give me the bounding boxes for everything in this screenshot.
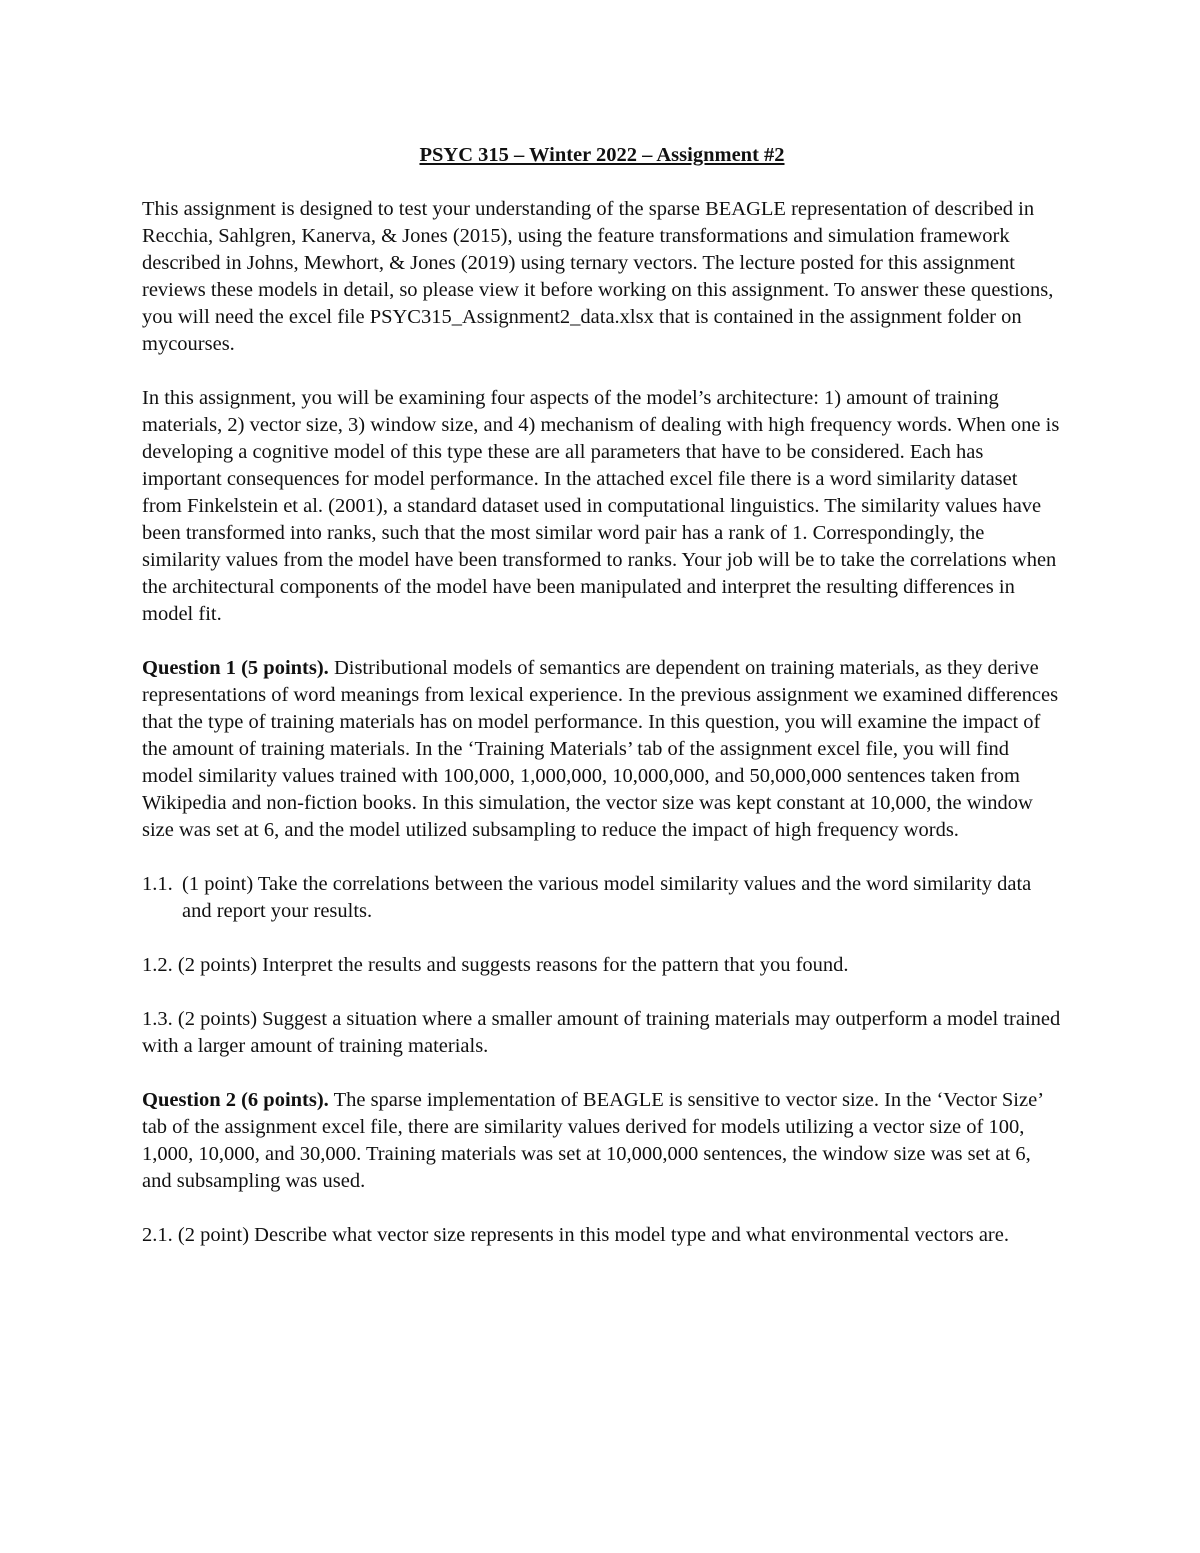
question-1-1-text: (1 point) Take the correlations between the various model similarity values and the word similarity data and report your results. (182, 873, 1032, 922)
question-1-paragraph (142, 655, 1062, 844)
question-1-3-item (142, 1006, 1062, 1060)
document-title: PSYC 315 – Winter 2022 – Assignment #2 (419, 144, 785, 166)
question-1-2-text: (2 points) Interpret the results and suggests reasons for the pattern that you found. (177, 954, 849, 976)
question-1-body: Distributional models of semantics are dependent on training materials, as they derive representations of word meanings from lexical experience. In the previous assignment we examined differences that the type of training materials has on model performance. In this question, you will examine the impact of the amount of training materials. In the ‘Training Materials’ tab of the assignment excel file, you will find model similarity values trained with 100,000, 1,000,000, 10,000,000, and 50,000,000 sentences taken from Wikipedia and non-fiction books. In this simulation, the vector size was kept constant at 10,000, the window size was set at 6, and the model utilized subsampling to reduce the impact of high frequency words. (142, 657, 1059, 841)
document-body (142, 142, 1062, 1276)
question-2-1-number: 2.1. (142, 1224, 173, 1246)
question-2-body: The sparse implementation of BEAGLE is sensitive to vector size. In the ‘Vector Size’ tab of the assignment excel file, there are similarity values derived for models utilizing a vector size of 100, 1,000, 10,000, and 30,000. Training materials was set at 10,000,000 sentences, the window size was set at 6, and subsampling was used. (142, 1089, 1043, 1192)
intro-paragraph: This assignment is designed to test your understanding of the sparse BEAGLE representation of described in Recchia, Sahlgren, Kanerva, & Jones (2015), using the feature transformations and simulation framework described in Johns, Mewhort, & Jones (2019) using ternary vectors. The lecture posted for this assignment reviews these models in detail, so please view it before working on this assignment. To answer these questions, you will need the excel file PSYC315_Assignment2_data.xlsx that is contained in the assignment folder on mycourses. (142, 198, 1054, 355)
question-1-2-number: 1.2. (142, 954, 173, 976)
overview-paragraph: In this assignment, you will be examining four aspects of the model’s architecture: 1) amount of training materials, 2) vector size, 3) window size, and 4) mechanism of dealing with high frequency words. When one is developing a cognitive model of this type these are all parameters that have to be considered. Each has important consequences for model performance. In the attached excel file there is a word similarity dataset from Finkelstein et al. (2001), a standard dataset used in computational linguistics. The similarity values have been transformed into ranks, such that the most similar word pair has a rank of 1. Correspondingly, the similarity values from the model have been transformed to ranks. Your job will be to take the correlations when the architectural components of the model have been manipulated and interpret the resulting differences in model fit. (142, 387, 1060, 625)
question-1-3-number: 1.3. (142, 1008, 173, 1030)
question-1-3-text: (2 points) Suggest a situation where a smaller amount of training materials may outperform a model trained with a larger amount of training materials. (142, 1008, 1061, 1057)
question-1-1-item (142, 871, 1062, 925)
question-1-heading: Question 1 (5 points). (142, 657, 329, 679)
question-1-2-item (142, 952, 1062, 979)
question-2-1-text: (2 point) Describe what vector size represents in this model type and what environmental vectors are. (177, 1224, 1009, 1246)
question-2-heading: Question 2 (6 points). (142, 1089, 329, 1111)
question-2-paragraph (142, 1087, 1062, 1195)
question-1-1-number: 1.1. (142, 873, 173, 895)
question-2-1-item (142, 1222, 1062, 1249)
